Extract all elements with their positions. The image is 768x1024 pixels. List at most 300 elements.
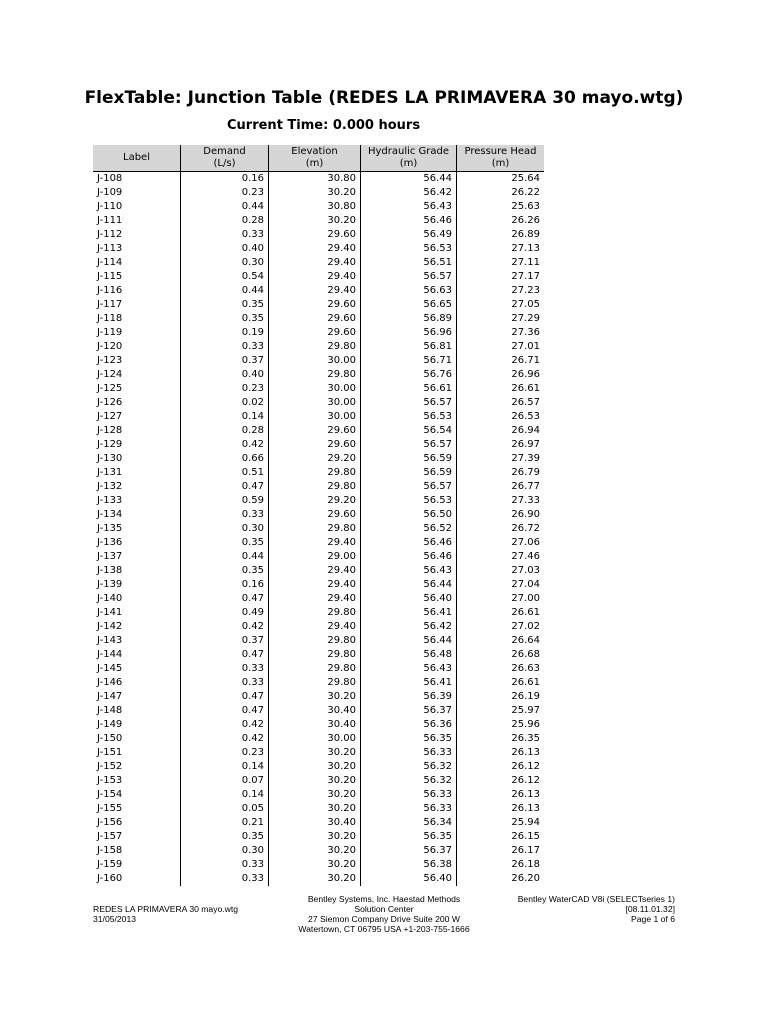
cell-elevation: 30.20 <box>269 214 361 228</box>
cell-hydraulic-grade: 56.61 <box>361 382 457 396</box>
cell-label: J-118 <box>97 313 123 324</box>
cell-hydraulic-grade: 56.43 <box>361 662 457 676</box>
cell-hydraulic-grade: 56.59 <box>361 466 457 480</box>
cell-demand: 0.40 <box>181 368 269 382</box>
cell-elevation: 30.40 <box>269 718 361 732</box>
cell-elevation: 30.20 <box>269 186 361 200</box>
cell-demand: 0.14 <box>181 410 269 424</box>
cell-elevation: 30.20 <box>269 760 361 774</box>
cell-hydraulic-grade: 56.38 <box>361 858 457 872</box>
cell-hydraulic-grade: 56.35 <box>361 732 457 746</box>
cell-label: J-152 <box>97 761 123 772</box>
table-row <box>93 326 544 340</box>
cell-label: J-148 <box>97 705 123 716</box>
cell-demand: 0.37 <box>181 634 269 648</box>
cell-elevation: 29.60 <box>269 298 361 312</box>
cell-pressure-head: 26.57 <box>457 396 545 410</box>
column-header-text: Pressure Head <box>464 146 537 157</box>
cell-pressure-head: 25.64 <box>457 172 545 187</box>
cell-elevation: 29.60 <box>269 326 361 340</box>
cell-hydraulic-grade: 56.65 <box>361 298 457 312</box>
cell-hydraulic-grade: 56.44 <box>361 172 457 187</box>
cell-label: J-147 <box>97 691 123 702</box>
table-row <box>93 676 544 690</box>
cell-pressure-head: 27.36 <box>457 326 545 340</box>
cell-label: J-144 <box>97 649 123 660</box>
column-header-text: Elevation <box>291 146 338 157</box>
cell-demand: 0.30 <box>181 844 269 858</box>
table-row <box>93 186 544 200</box>
cell-elevation: 30.40 <box>269 704 361 718</box>
table-row <box>93 340 544 354</box>
footer-solution-center: Solution Center <box>354 904 414 914</box>
cell-elevation: 29.80 <box>269 522 361 536</box>
cell-demand: 0.33 <box>181 508 269 522</box>
table-row <box>93 172 544 187</box>
cell-pressure-head: 26.53 <box>457 410 545 424</box>
cell-pressure-head: 26.64 <box>457 634 545 648</box>
table-row <box>93 732 544 746</box>
cell-elevation: 29.40 <box>269 284 361 298</box>
cell-hydraulic-grade: 56.46 <box>361 536 457 550</box>
cell-pressure-head: 25.97 <box>457 704 545 718</box>
footer-city-phone: Watertown, CT 06795 USA +1-203-755-1666 <box>298 924 470 934</box>
cell-elevation: 29.40 <box>269 620 361 634</box>
footer-product: Bentley WaterCAD V8i (SELECTseries 1) <box>517 894 675 904</box>
cell-label: J-130 <box>97 453 123 464</box>
cell-pressure-head: 27.11 <box>457 256 545 270</box>
column-header-unit: (m) <box>305 158 324 169</box>
cell-label: J-117 <box>97 299 123 310</box>
cell-demand: 0.47 <box>181 648 269 662</box>
junction-table <box>93 145 544 886</box>
table-row <box>93 494 544 508</box>
cell-elevation: 30.00 <box>269 396 361 410</box>
cell-hydraulic-grade: 56.63 <box>361 284 457 298</box>
cell-elevation: 29.40 <box>269 270 361 284</box>
footer-page-number: Page 1 of 6 <box>631 914 675 924</box>
cell-elevation: 30.80 <box>269 200 361 214</box>
cell-label: J-145 <box>97 663 123 674</box>
table-row <box>93 438 544 452</box>
cell-demand: 0.42 <box>181 718 269 732</box>
cell-hydraulic-grade: 56.44 <box>361 578 457 592</box>
cell-demand: 0.16 <box>181 578 269 592</box>
column-header-unit: (L/s) <box>213 158 236 169</box>
column-header-text: Demand <box>203 146 246 157</box>
cell-elevation: 29.80 <box>269 634 361 648</box>
cell-demand: 0.23 <box>181 382 269 396</box>
cell-label: J-143 <box>97 635 123 646</box>
cell-demand: 0.35 <box>181 312 269 326</box>
cell-demand: 0.33 <box>181 858 269 872</box>
cell-label: J-134 <box>97 509 123 520</box>
cell-pressure-head: 27.00 <box>457 592 545 606</box>
table-row <box>93 620 544 634</box>
cell-pressure-head: 26.13 <box>457 788 545 802</box>
footer-right <box>518 894 675 924</box>
cell-elevation: 30.20 <box>269 844 361 858</box>
cell-demand: 0.33 <box>181 228 269 242</box>
cell-demand: 0.33 <box>181 872 269 886</box>
cell-pressure-head: 26.19 <box>457 690 545 704</box>
cell-elevation: 30.20 <box>269 872 361 886</box>
cell-hydraulic-grade: 56.53 <box>361 410 457 424</box>
column-header-unit: (m) <box>399 158 418 169</box>
table-row <box>93 592 544 606</box>
cell-pressure-head: 26.20 <box>457 872 545 886</box>
table-row <box>93 662 544 676</box>
cell-pressure-head: 26.26 <box>457 214 545 228</box>
cell-demand: 0.42 <box>181 732 269 746</box>
cell-demand: 0.37 <box>181 354 269 368</box>
table-row <box>93 396 544 410</box>
column-header-text: Hydraulic Grade <box>367 146 450 157</box>
cell-demand: 0.47 <box>181 480 269 494</box>
cell-hydraulic-grade: 56.57 <box>361 480 457 494</box>
cell-elevation: 30.20 <box>269 830 361 844</box>
table-row <box>93 550 544 564</box>
cell-elevation: 29.60 <box>269 508 361 522</box>
table-row <box>93 802 544 816</box>
cell-label: J-108 <box>93 172 181 187</box>
cell-hydraulic-grade: 56.35 <box>361 830 457 844</box>
cell-label: J-139 <box>97 579 123 590</box>
cell-demand: 0.35 <box>181 830 269 844</box>
footer-address: 27 Siemon Company Drive Suite 200 W <box>308 914 460 924</box>
cell-hydraulic-grade: 56.53 <box>361 242 457 256</box>
table-row <box>93 564 544 578</box>
cell-hydraulic-grade: 56.37 <box>361 704 457 718</box>
cell-elevation: 30.00 <box>269 382 361 396</box>
table-row <box>93 522 544 536</box>
table-row <box>93 606 544 620</box>
cell-hydraulic-grade: 56.33 <box>361 788 457 802</box>
cell-pressure-head: 26.79 <box>457 466 545 480</box>
cell-elevation: 30.20 <box>269 788 361 802</box>
cell-label: J-126 <box>97 397 123 408</box>
table-row <box>93 872 544 886</box>
cell-elevation: 29.40 <box>269 256 361 270</box>
cell-label: J-157 <box>97 831 123 842</box>
cell-elevation: 30.20 <box>269 774 361 788</box>
cell-hydraulic-grade: 56.36 <box>361 718 457 732</box>
cell-elevation: 29.40 <box>269 242 361 256</box>
cell-label: J-142 <box>97 621 123 632</box>
cell-demand: 0.28 <box>181 214 269 228</box>
cell-label: J-160 <box>97 873 123 884</box>
cell-demand: 0.47 <box>181 592 269 606</box>
cell-label: J-140 <box>97 593 123 604</box>
cell-hydraulic-grade: 56.59 <box>361 452 457 466</box>
cell-pressure-head: 26.13 <box>457 746 545 760</box>
table-row <box>93 284 544 298</box>
cell-hydraulic-grade: 56.81 <box>361 340 457 354</box>
cell-elevation: 29.00 <box>269 550 361 564</box>
cell-demand: 0.02 <box>181 396 269 410</box>
cell-hydraulic-grade: 56.43 <box>361 564 457 578</box>
cell-hydraulic-grade: 56.40 <box>361 592 457 606</box>
cell-demand: 0.51 <box>181 466 269 480</box>
cell-hydraulic-grade: 56.48 <box>361 648 457 662</box>
cell-elevation: 29.60 <box>269 312 361 326</box>
table-row <box>93 228 544 242</box>
table-row <box>93 480 544 494</box>
table-row <box>93 858 544 872</box>
cell-hydraulic-grade: 56.46 <box>361 214 457 228</box>
cell-demand: 0.44 <box>181 550 269 564</box>
cell-label: J-128 <box>97 425 123 436</box>
cell-pressure-head: 26.68 <box>457 648 545 662</box>
cell-hydraulic-grade: 56.43 <box>361 200 457 214</box>
column-header-label <box>93 145 181 172</box>
cell-hydraulic-grade: 56.46 <box>361 550 457 564</box>
table-row <box>93 466 544 480</box>
cell-hydraulic-grade: 56.52 <box>361 522 457 536</box>
column-header-pressure-head <box>457 145 545 172</box>
cell-demand: 0.42 <box>181 620 269 634</box>
cell-hydraulic-grade: 56.37 <box>361 844 457 858</box>
cell-hydraulic-grade: 56.33 <box>361 746 457 760</box>
cell-demand: 0.30 <box>181 522 269 536</box>
cell-hydraulic-grade: 56.89 <box>361 312 457 326</box>
cell-hydraulic-grade: 56.51 <box>361 256 457 270</box>
table-row <box>93 452 544 466</box>
cell-label: J-109 <box>97 187 123 198</box>
table-row <box>93 242 544 256</box>
cell-pressure-head: 26.17 <box>457 844 545 858</box>
cell-pressure-head: 26.89 <box>457 228 545 242</box>
cell-label: J-156 <box>97 817 123 828</box>
cell-pressure-head: 26.13 <box>457 802 545 816</box>
table-row <box>93 536 544 550</box>
table-row <box>93 270 544 284</box>
cell-label: J-115 <box>97 271 123 282</box>
footer-left <box>93 904 238 924</box>
cell-demand: 0.35 <box>181 564 269 578</box>
cell-hydraulic-grade: 56.57 <box>361 270 457 284</box>
cell-demand: 0.35 <box>181 536 269 550</box>
cell-demand: 0.05 <box>181 802 269 816</box>
cell-elevation: 30.20 <box>269 802 361 816</box>
cell-hydraulic-grade: 56.53 <box>361 494 457 508</box>
cell-demand: 0.16 <box>181 172 269 187</box>
cell-elevation: 30.00 <box>269 354 361 368</box>
table-row <box>93 382 544 396</box>
cell-pressure-head: 26.15 <box>457 830 545 844</box>
cell-elevation: 30.40 <box>269 816 361 830</box>
cell-hydraulic-grade: 56.41 <box>361 606 457 620</box>
cell-label: J-120 <box>97 341 123 352</box>
cell-elevation: 29.60 <box>269 438 361 452</box>
cell-hydraulic-grade: 56.42 <box>361 186 457 200</box>
table-row <box>93 788 544 802</box>
cell-hydraulic-grade: 56.57 <box>361 438 457 452</box>
cell-label: J-110 <box>97 201 123 212</box>
cell-pressure-head: 26.96 <box>457 368 545 382</box>
cell-demand: 0.14 <box>181 760 269 774</box>
cell-elevation: 29.40 <box>269 536 361 550</box>
cell-demand: 0.59 <box>181 494 269 508</box>
cell-hydraulic-grade: 56.33 <box>361 802 457 816</box>
cell-pressure-head: 26.22 <box>457 186 545 200</box>
footer-date: 31/05/2013 <box>93 914 137 924</box>
cell-hydraulic-grade: 56.34 <box>361 816 457 830</box>
table-row <box>93 256 544 270</box>
cell-demand: 0.44 <box>181 284 269 298</box>
cell-demand: 0.30 <box>181 256 269 270</box>
table-header-row <box>93 145 544 172</box>
cell-pressure-head: 25.96 <box>457 718 545 732</box>
table-row <box>93 214 544 228</box>
column-header-unit: (m) <box>491 158 510 169</box>
cell-pressure-head: 26.12 <box>457 760 545 774</box>
cell-hydraulic-grade: 56.44 <box>361 634 457 648</box>
cell-label: J-150 <box>97 733 123 744</box>
cell-demand: 0.33 <box>181 676 269 690</box>
column-header-demand <box>181 145 269 172</box>
cell-pressure-head: 26.72 <box>457 522 545 536</box>
table-row <box>93 354 544 368</box>
cell-pressure-head: 27.39 <box>457 452 545 466</box>
footer-center <box>234 894 534 934</box>
cell-label: J-155 <box>97 803 123 814</box>
table-row <box>93 508 544 522</box>
cell-hydraulic-grade: 56.32 <box>361 760 457 774</box>
cell-demand: 0.23 <box>181 186 269 200</box>
cell-hydraulic-grade: 56.41 <box>361 676 457 690</box>
cell-hydraulic-grade: 56.49 <box>361 228 457 242</box>
cell-pressure-head: 25.94 <box>457 816 545 830</box>
cell-pressure-head: 27.04 <box>457 578 545 592</box>
table-row <box>93 634 544 648</box>
cell-pressure-head: 27.33 <box>457 494 545 508</box>
cell-label: J-111 <box>97 215 123 226</box>
cell-label: J-119 <box>97 327 123 338</box>
table-row <box>93 774 544 788</box>
cell-label: J-131 <box>97 467 123 478</box>
cell-demand: 0.14 <box>181 788 269 802</box>
cell-hydraulic-grade: 56.32 <box>361 774 457 788</box>
table-row <box>93 718 544 732</box>
column-header-text: Label <box>123 152 150 163</box>
footer-version: [08.11.01.32] <box>625 904 675 914</box>
cell-demand: 0.33 <box>181 340 269 354</box>
cell-label: J-151 <box>97 747 123 758</box>
cell-label: J-113 <box>97 243 123 254</box>
table-row <box>93 844 544 858</box>
cell-demand: 0.07 <box>181 774 269 788</box>
cell-pressure-head: 26.61 <box>457 676 545 690</box>
cell-hydraulic-grade: 56.71 <box>361 354 457 368</box>
cell-demand: 0.47 <box>181 690 269 704</box>
table-row <box>93 648 544 662</box>
cell-demand: 0.35 <box>181 298 269 312</box>
cell-pressure-head: 26.94 <box>457 424 545 438</box>
table-row <box>93 704 544 718</box>
cell-hydraulic-grade: 56.54 <box>361 424 457 438</box>
cell-demand: 0.47 <box>181 704 269 718</box>
cell-pressure-head: 27.01 <box>457 340 545 354</box>
cell-pressure-head: 27.03 <box>457 564 545 578</box>
cell-hydraulic-grade: 56.39 <box>361 690 457 704</box>
cell-elevation: 29.20 <box>269 452 361 466</box>
cell-elevation: 29.60 <box>269 424 361 438</box>
cell-hydraulic-grade: 56.50 <box>361 508 457 522</box>
table-row <box>93 760 544 774</box>
table-row <box>93 830 544 844</box>
cell-demand: 0.21 <box>181 816 269 830</box>
cell-pressure-head: 26.61 <box>457 382 545 396</box>
cell-elevation: 29.20 <box>269 494 361 508</box>
cell-label: J-135 <box>97 523 123 534</box>
cell-elevation: 29.80 <box>269 340 361 354</box>
table-row <box>93 312 544 326</box>
cell-hydraulic-grade: 56.96 <box>361 326 457 340</box>
cell-label: J-112 <box>97 229 123 240</box>
table-row <box>93 200 544 214</box>
table-row <box>93 746 544 760</box>
cell-pressure-head: 26.63 <box>457 662 545 676</box>
cell-elevation: 29.60 <box>269 228 361 242</box>
cell-label: J-129 <box>97 439 123 450</box>
table-row <box>93 298 544 312</box>
column-header-elevation <box>269 145 361 172</box>
cell-label: J-137 <box>97 551 123 562</box>
cell-elevation: 29.80 <box>269 368 361 382</box>
cell-pressure-head: 27.06 <box>457 536 545 550</box>
cell-label: J-133 <box>97 495 123 506</box>
cell-label: J-123 <box>97 355 123 366</box>
cell-elevation: 29.80 <box>269 466 361 480</box>
table-row <box>93 816 544 830</box>
table-row <box>93 424 544 438</box>
cell-pressure-head: 27.46 <box>457 550 545 564</box>
cell-elevation: 29.80 <box>269 676 361 690</box>
cell-label: J-124 <box>97 369 123 380</box>
cell-hydraulic-grade: 56.40 <box>361 872 457 886</box>
cell-pressure-head: 27.05 <box>457 298 545 312</box>
cell-elevation: 29.40 <box>269 564 361 578</box>
cell-hydraulic-grade: 56.76 <box>361 368 457 382</box>
cell-label: J-114 <box>97 257 123 268</box>
footer-filename: REDES LA PRIMAVERA 30 mayo.wtg <box>93 904 239 914</box>
cell-demand: 0.40 <box>181 242 269 256</box>
cell-pressure-head: 27.13 <box>457 242 545 256</box>
cell-elevation: 30.20 <box>269 746 361 760</box>
column-header-hydraulic-grade <box>361 145 457 172</box>
cell-pressure-head: 25.63 <box>457 200 545 214</box>
footer-company: Bentley Systems, Inc. Haestad Methods <box>307 894 461 904</box>
cell-pressure-head: 26.90 <box>457 508 545 522</box>
cell-label: J-132 <box>97 481 123 492</box>
current-time: Current Time: 0.000 hours <box>227 118 421 133</box>
cell-demand: 0.44 <box>181 200 269 214</box>
cell-label: J-149 <box>97 719 123 730</box>
cell-elevation: 30.20 <box>269 858 361 872</box>
cell-label: J-125 <box>97 383 123 394</box>
cell-pressure-head: 26.12 <box>457 774 545 788</box>
table-row <box>93 410 544 424</box>
cell-pressure-head: 26.77 <box>457 480 545 494</box>
cell-pressure-head: 27.23 <box>457 284 545 298</box>
cell-label: J-146 <box>97 677 123 688</box>
cell-label: J-154 <box>97 789 123 800</box>
cell-label: J-153 <box>97 775 123 786</box>
cell-elevation: 30.00 <box>269 410 361 424</box>
table-row <box>93 578 544 592</box>
cell-elevation: 30.20 <box>269 690 361 704</box>
